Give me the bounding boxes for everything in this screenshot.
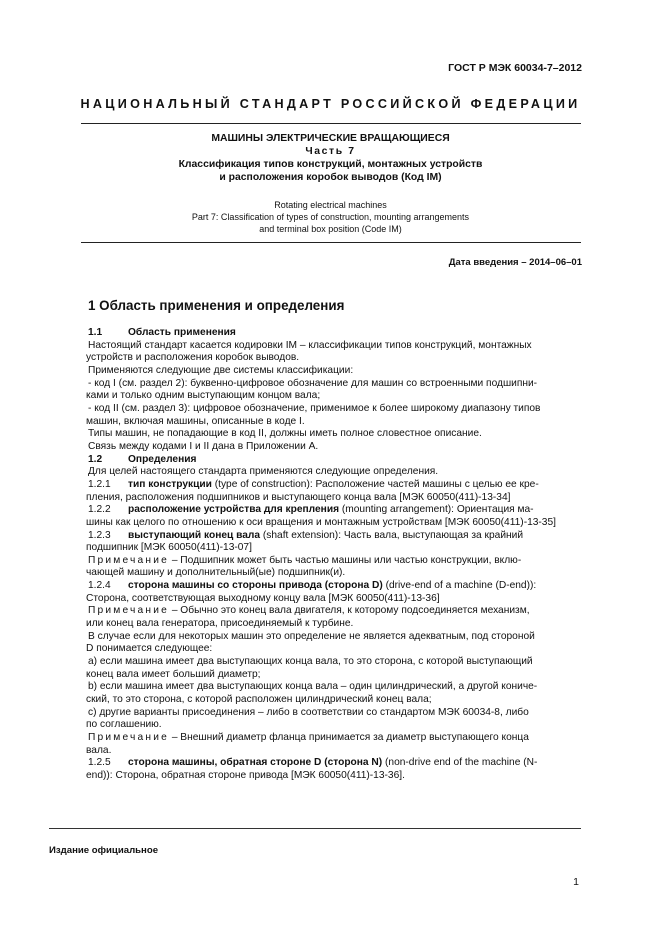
paragraph: устройств и расположения коробок выводов. bbox=[86, 352, 300, 364]
subsection-number: 1.2 bbox=[88, 453, 103, 465]
section-title: 1 Область применения и определения bbox=[88, 298, 345, 313]
definition-text: (drive-end of a machine (D-end)): bbox=[385, 580, 537, 592]
paragraph: Настоящий стандарт касается кодировки IM – классификации типов конструкций, монтажных bbox=[88, 339, 532, 351]
definition-text: (type of construction): Расположение частей машины с целью ее кре- bbox=[214, 478, 539, 490]
title-en-line3: and terminal box position (Code IM) bbox=[259, 224, 402, 234]
subsection-title: Область применения bbox=[128, 327, 236, 338]
note-text: вала. bbox=[86, 744, 112, 756]
footer-divider bbox=[49, 828, 581, 829]
official-edition-label: Издание официальное bbox=[49, 845, 159, 856]
definition-text: шины как целого по отношению к оси вращения и монтажным устройствам [МЭК 60050(411)-13-35] bbox=[86, 516, 556, 528]
definition-term: сторона машины со стороны привода (сторона D) bbox=[128, 580, 383, 592]
definition-term: выступающий конец вала bbox=[128, 529, 261, 541]
definition-text: подшипник [МЭК 60050(411)-13-07] bbox=[86, 542, 252, 554]
body-text bbox=[88, 327, 582, 783]
top-divider bbox=[81, 123, 581, 124]
paragraph: Типы машин, не попадающие в код II, должны иметь полное словестное описание. bbox=[88, 428, 482, 440]
list-item: - код II (см. раздел 3): цифровое обозначение, применимое к более широкому диапазону типов bbox=[88, 402, 541, 414]
mid-divider bbox=[81, 242, 581, 243]
subsection-title: Определения bbox=[128, 453, 197, 465]
definition-number: 1.2.4 bbox=[88, 580, 111, 592]
list-item: ский, то это сторона, с которой расположен цилиндрический конец вала; bbox=[86, 694, 432, 706]
list-item: ками и только одним выступающим концом вала; bbox=[86, 390, 321, 402]
title-en-line2: Part 7: Classification of types of construction, mounting arrangements bbox=[191, 212, 470, 222]
definition-number: 1.2.5 bbox=[88, 757, 111, 769]
list-item: с) другие варианты присоединения – либо в соответствии со стандартом МЭК 60034-8, либо bbox=[88, 706, 529, 718]
paragraph: D понимается следующее: bbox=[86, 643, 213, 655]
note-text: или конец вала генератора, присоединяемый к турбине. bbox=[86, 618, 354, 630]
note-label: Примечание bbox=[88, 732, 169, 743]
list-item: по соглашению. bbox=[86, 719, 162, 731]
title-ru-line1: МАШИНЫ ЭЛЕКТРИЧЕСКИЕ ВРАЩАЮЩИЕСЯ bbox=[211, 133, 450, 144]
note-text: чающей машину и дополнительный(ые) подшипник(и). bbox=[86, 567, 346, 579]
paragraph: Для целей настоящего стандарта применяются следующие определения. bbox=[88, 466, 439, 478]
document-code: ГОСТ Р МЭК 60034-7–2012 bbox=[448, 62, 582, 74]
title-en-line1: Rotating electrical machines bbox=[274, 200, 387, 210]
definition-term: тип конструкции bbox=[128, 478, 212, 490]
note-text: – Внешний диаметр фланца принимается за диаметр выступающего конца bbox=[171, 732, 529, 743]
definition-term: расположение устройства для крепления bbox=[128, 504, 340, 516]
list-item: b) если машина имеет два выступающих конца вала – один цилиндрический, а другой кониче- bbox=[88, 681, 538, 693]
definition-text: пления, расположения подшипников и выступающего конца вала [МЭК 60050(411)-13-34] bbox=[86, 491, 511, 503]
page-number: 1 bbox=[573, 876, 579, 888]
definition-number: 1.2.2 bbox=[88, 504, 111, 516]
definition-text: end)): Сторона, обратная стороне привода [МЭК 60050(411)-13-36]. bbox=[86, 769, 405, 781]
definition-text: (mounting arrangement): Ориентация ма- bbox=[341, 504, 534, 516]
subsection-number: 1.1 bbox=[88, 327, 103, 338]
note-text: – Подшипник может быть частью машины или частью конструкции, вклю- bbox=[171, 554, 522, 566]
list-item: - код I (см. раздел 2): буквенно-цифровое обозначение для машин со встроенными подшипни- bbox=[88, 377, 538, 389]
note-label: Примечание bbox=[88, 605, 169, 617]
note-text: – Обычно это конец вала двигателя, к которому подсоединяется механизм, bbox=[171, 605, 530, 617]
title-ru-line3: Классификация типов конструкций, монтажных устройств bbox=[178, 159, 483, 170]
definition-term: сторона машины, обратная стороне D (сторона N) bbox=[128, 757, 383, 769]
definition-number: 1.2.3 bbox=[88, 529, 111, 541]
title-ru-line4: и расположения коробок выводов (Код IM) bbox=[219, 172, 442, 183]
list-item: конец вала имеет больший диаметр; bbox=[86, 668, 261, 680]
list-item: а) если машина имеет два выступающих конца вала, то это сторона, с которой выступающий bbox=[88, 656, 533, 668]
list-item: машин, включая машины, описанные в коде I. bbox=[86, 415, 305, 427]
definition-number: 1.2.1 bbox=[88, 478, 111, 490]
national-standard-title: НАЦИОНАЛЬНЫЙ СТАНДАРТ РОССИЙСКОЙ ФЕДЕРАЦИИ bbox=[80, 97, 581, 111]
title-ru-part: Часть 7 bbox=[305, 146, 356, 157]
definition-text: (non-drive end of the machine (N- bbox=[385, 757, 538, 769]
paragraph: Связь между кодами I и II дана в Приложении А. bbox=[88, 440, 319, 452]
definition-text: (shaft extension): Часть вала, выступающая за крайний bbox=[262, 529, 524, 541]
note-label: Примечание bbox=[88, 554, 169, 566]
definition-text: Сторона, соответствующая выходному концу вала [МЭК 60050(411)-13-36] bbox=[86, 592, 440, 604]
paragraph: Применяются следующие две системы классификации: bbox=[88, 364, 354, 376]
paragraph: В случае если для некоторых машин это определение не является адекватным, под стороной bbox=[88, 630, 535, 642]
introduction-date: Дата введения – 2014–06–01 bbox=[448, 257, 582, 268]
